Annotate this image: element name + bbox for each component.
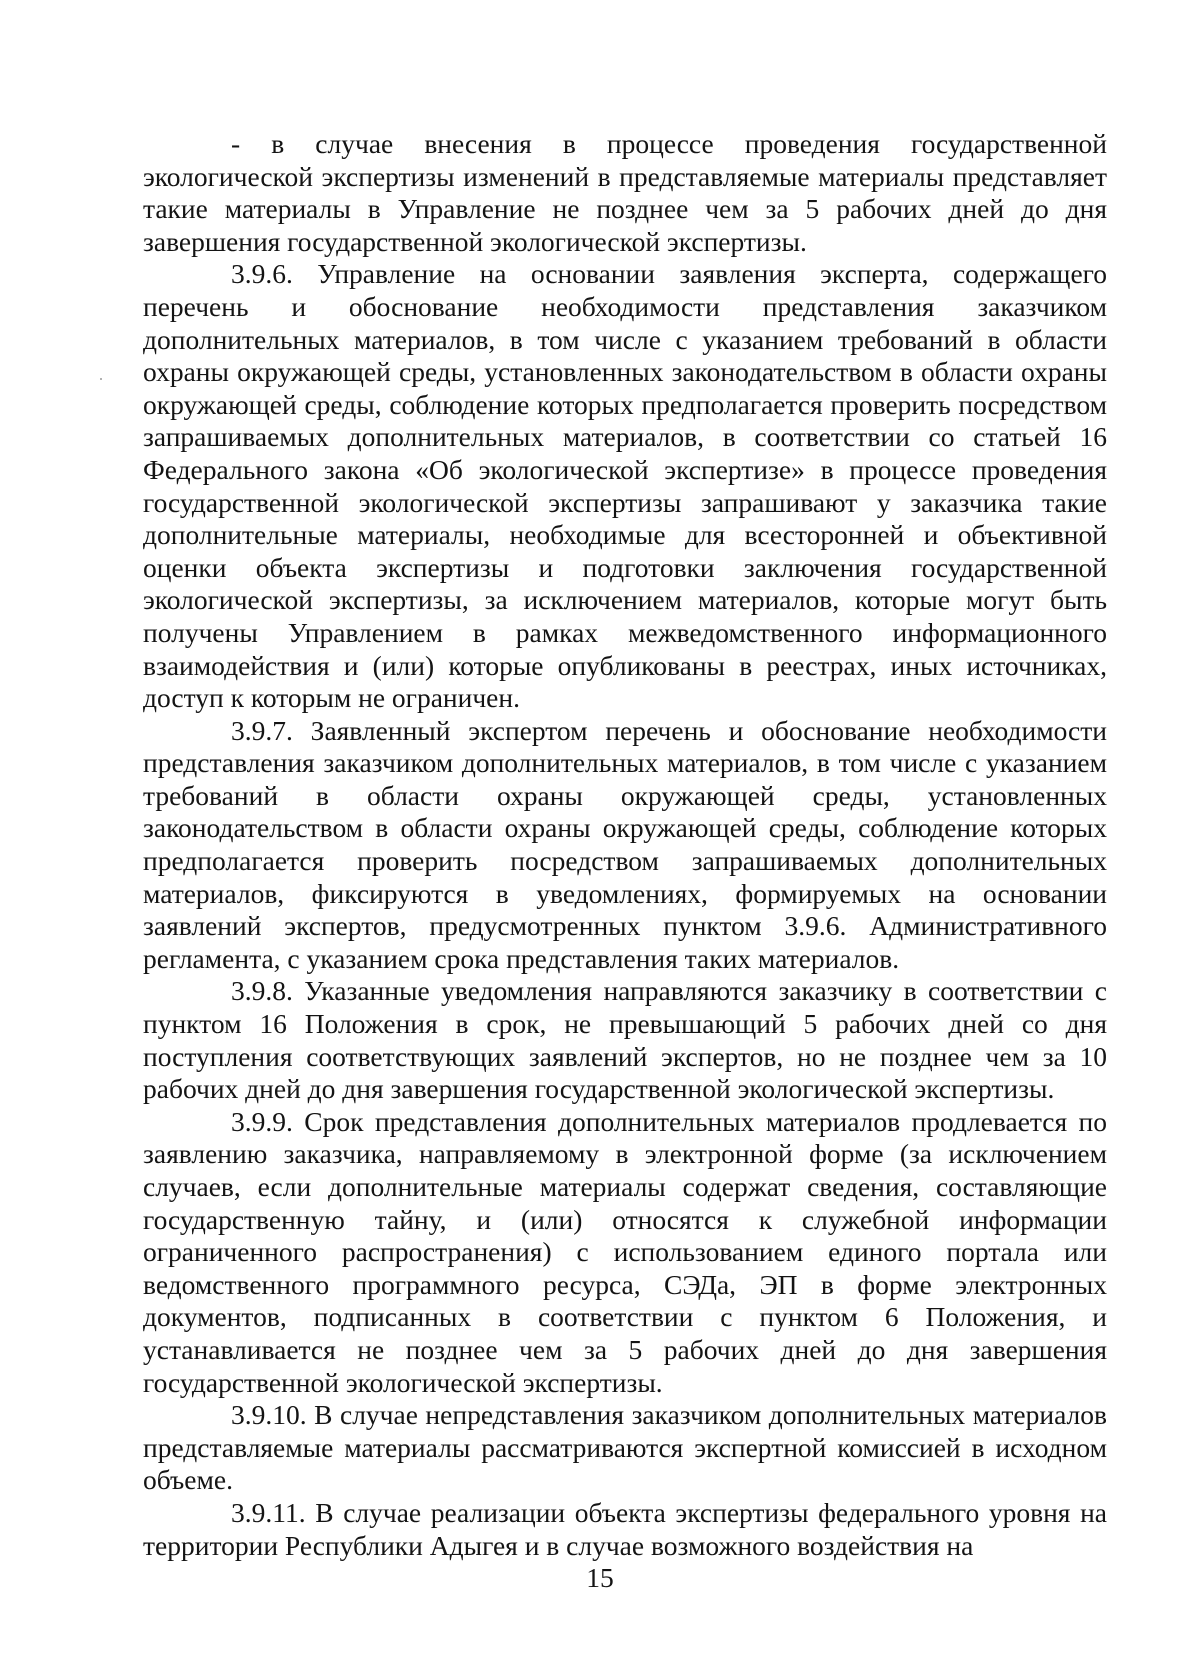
page-number: 15 [586, 1562, 614, 1593]
paragraph-3-9-8: 3.9.8. Указанные уведомления направляются заказчику в соответствии с пунктом 16 Положения в срок, не превышающий 5 рабочих дней со дня поступления соответствующих заявлений экспертов, но не позднее чем за 10 рабочих дней до дня завершения государственной экологической экспертизы. [143, 975, 1107, 1105]
paragraph-3-9-7: 3.9.7. Заявленный экспертом перечень и обоснование необходимости представления заказчиком дополнительных материалов, в том числе с указанием требований в области охраны окружающей среды, установленных законодательством в области охраны окружающей среды, соблюдение которых предполагается проверить посредством запрашиваемых дополнительных материалов, фиксируются в уведомлениях, формируемых на основании заявлений экспертов, предусмотренных пунктом 3.9.6. Административного регламента, с указанием срока представления таких материалов. [143, 714, 1107, 974]
paragraph-3-9-10: 3.9.10. В случае непредставления заказчиком дополнительных материалов представляемые материалы рассматриваются экспертной комиссией в исходном объеме. [143, 1399, 1107, 1496]
paragraph-3-9-6: 3.9.6. Управление на основании заявления эксперта, содержащего перечень и обоснование необходимости представления заказчиком дополнительных материалов, в том числе с указанием требований в области охраны окружающей среды, установленных законодательством в области охраны окружающей среды, соблюдение которых предполагается проверить посредством запрашиваемых дополнительных материалов, в соответствии со статьей 16 Федерального закона «Об экологической экспертизе» в процессе проведения государственной экологической экспертизы запрашивают у заказчика такие дополнительные материалы, необходимые для всесторонней и объективной оценки объекта экспертизы и подготовки заключения государственной экологической экспертизы, за исключением материалов, которые могут быть получены Управлением в рамках межведомственного информационного взаимодействия и (или) которые опубликованы в реестрах, иных источниках, доступ к которым не ограничен. [143, 258, 1107, 714]
paragraph-list-item-amendments: - в случае внесения в процессе проведения государственной экологической экспертизы изменений в представляемые материалы представляет такие материалы в Управление не позднее чем за 5 рабочих дней до дня завершения государственной экологической экспертизы. [143, 128, 1107, 257]
paragraph-3-9-9: 3.9.9. Срок представления дополнительных материалов продлевается по заявлению заказчика, направляемому в электронной форме (за исключением случаев, если дополнительные материалы содержат сведения, составляющие государственную тайну, и (или) относятся к служебной информации ограниченного распространения) с использованием единого портала или ведомственного программного ресурса, СЭДа, ЭП в форме электронных документов, подписанных в соответствии с пунктом 6 Положения, и устанавливается не позднее чем за 5 рабочих дней до дня завершения государственной экологической экспертизы. [143, 1105, 1107, 1398]
document-body [143, 128, 1107, 1562]
scan-artifact-dot [100, 378, 102, 380]
paragraph-3-9-11: 3.9.11. В случае реализации объекта экспертизы федерального уровня на территории Республики Адыгея и в случае возможного воздействия на [143, 1496, 1107, 1561]
